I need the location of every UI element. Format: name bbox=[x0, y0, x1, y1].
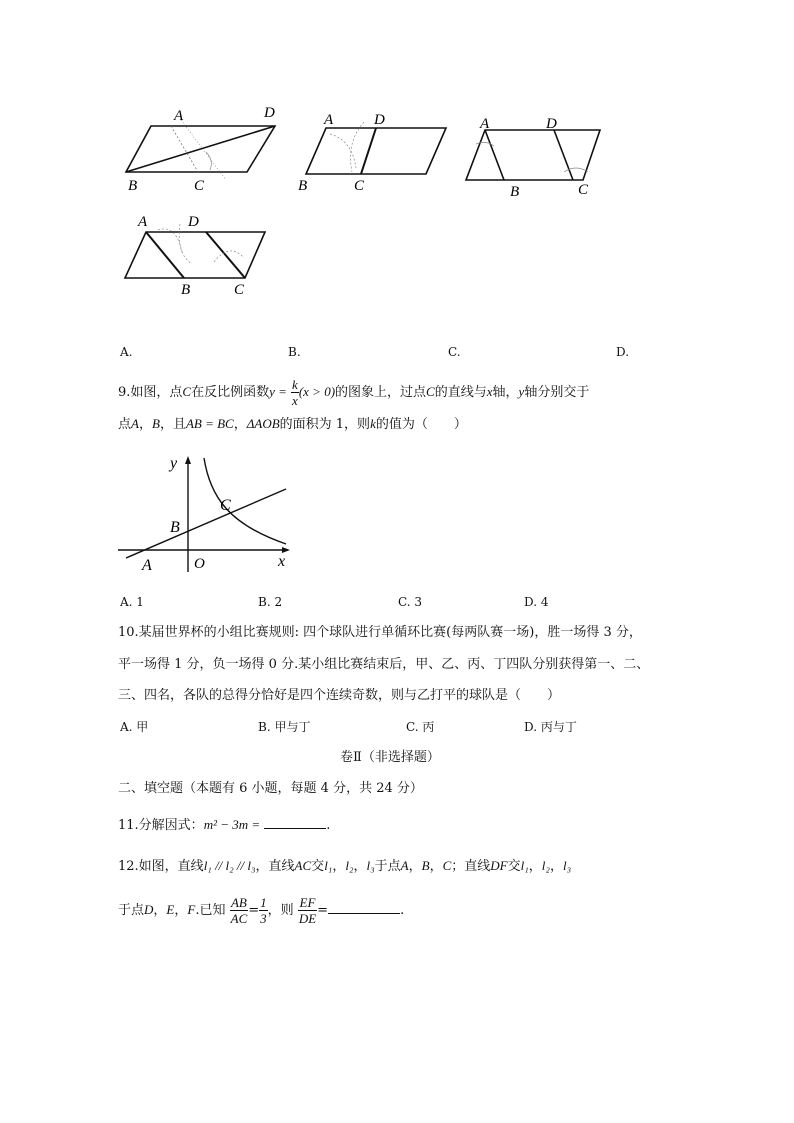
label-d: D bbox=[264, 105, 275, 121]
point-b-label: B bbox=[170, 519, 180, 536]
label-b: B bbox=[298, 178, 308, 194]
label-a: A bbox=[324, 112, 334, 128]
label-b: B bbox=[181, 282, 191, 298]
figure-option-c bbox=[460, 114, 610, 200]
label-c: C bbox=[234, 282, 245, 298]
label-a: A bbox=[138, 214, 148, 230]
section-part-heading: 二、填空题（本题有 6 小题，每题 4 分，共 24 分） bbox=[118, 781, 423, 796]
axis-x-label: x bbox=[278, 553, 286, 570]
label-c: C bbox=[194, 178, 205, 192]
q8-option-b[interactable]: B. bbox=[288, 345, 301, 359]
q9-line-2: 点A，B，且AB = BC，ΔAOB的面积为 1，则k的值为（ ） bbox=[118, 416, 467, 432]
q11-answer-blank[interactable] bbox=[264, 816, 326, 829]
fraction-ef-over-de: $\frac{EF}{DE}$ bbox=[298, 895, 317, 926]
q10-line-1: 10.某届世界杯的小组比赛规则: 四个球队进行单循环比赛(每两队赛一场)，胜一场得 3 分， bbox=[118, 625, 642, 640]
q10-line-3: 三、四名，各队的总得分恰好是四个连续奇数，则与乙打平的球队是（ ） bbox=[118, 688, 561, 703]
q8-option-d[interactable]: D. bbox=[616, 345, 630, 359]
figure-option-b bbox=[294, 108, 454, 194]
figure-option-d bbox=[118, 210, 270, 300]
q9-graph bbox=[118, 452, 296, 578]
q12-line-2: 于点D，E，F.已知 $\frac{AB}{AC}$ = $\frac{1}{3}$ ，则 $\frac{EF}{DE}$ = . bbox=[118, 895, 405, 926]
q12-answer-blank[interactable] bbox=[328, 901, 400, 914]
fraction-one-third: $\frac{1}{3}$ bbox=[260, 895, 267, 926]
fraction-k-over-x: $\frac{k}{x}$ bbox=[292, 377, 298, 408]
label-d: D bbox=[374, 112, 385, 128]
label-a: A bbox=[480, 116, 490, 132]
fraction-ab-over-ac: $\frac{AB}{AC}$ bbox=[230, 895, 248, 926]
q10-option-a[interactable]: A. 甲 bbox=[120, 720, 149, 734]
label-c: C bbox=[354, 178, 365, 194]
q10-option-b[interactable]: B. 甲与丁 bbox=[258, 720, 311, 734]
q9-option-a[interactable]: A. 1 bbox=[120, 595, 144, 609]
label-d: D bbox=[188, 214, 199, 230]
q8-option-a[interactable]: A. bbox=[120, 345, 133, 359]
point-a-label: A bbox=[142, 557, 152, 574]
section-title: 卷Ⅱ（非选择题） bbox=[340, 750, 440, 765]
point-c-label: C bbox=[220, 497, 231, 514]
label-d: D bbox=[546, 116, 557, 132]
label-c: C bbox=[578, 182, 589, 198]
q9-option-b[interactable]: B. 2 bbox=[258, 595, 283, 609]
label-a: A bbox=[174, 108, 184, 124]
q10-option-d[interactable]: D. 丙与丁 bbox=[524, 720, 577, 734]
q8-option-c[interactable]: C. bbox=[448, 345, 461, 359]
q10-line-2: 平一场得 1 分，负一场得 0 分.某小组比赛结束后，甲、乙、丙、丁四队分别获得第一、二、 bbox=[118, 657, 650, 672]
q9-line-1: 9.如图，点C在反比例函数y = $\frac{k}{x}$ (x > 0)的图象上，过点C的直线与x轴，y轴分别交于 bbox=[118, 377, 590, 408]
axis-y-label: y bbox=[170, 455, 178, 472]
label-b: B bbox=[510, 184, 520, 200]
q10-option-c[interactable]: C. 丙 bbox=[406, 720, 435, 734]
q11-line: 11.分解因式：m² − 3m = . bbox=[118, 817, 331, 833]
figure-option-a bbox=[118, 100, 280, 192]
label-b: B bbox=[128, 178, 138, 192]
q12-line-1: 12.如图，直线l₁ // l₂ // l₃，直线AC交l₁，l₂，l₃于点A，B，C；直线DF交l₁，l₂，l₃ bbox=[118, 858, 572, 874]
origin-label: O bbox=[194, 556, 205, 572]
q9-option-c[interactable]: C. 3 bbox=[398, 595, 423, 609]
q9-option-d[interactable]: D. 4 bbox=[524, 595, 549, 609]
